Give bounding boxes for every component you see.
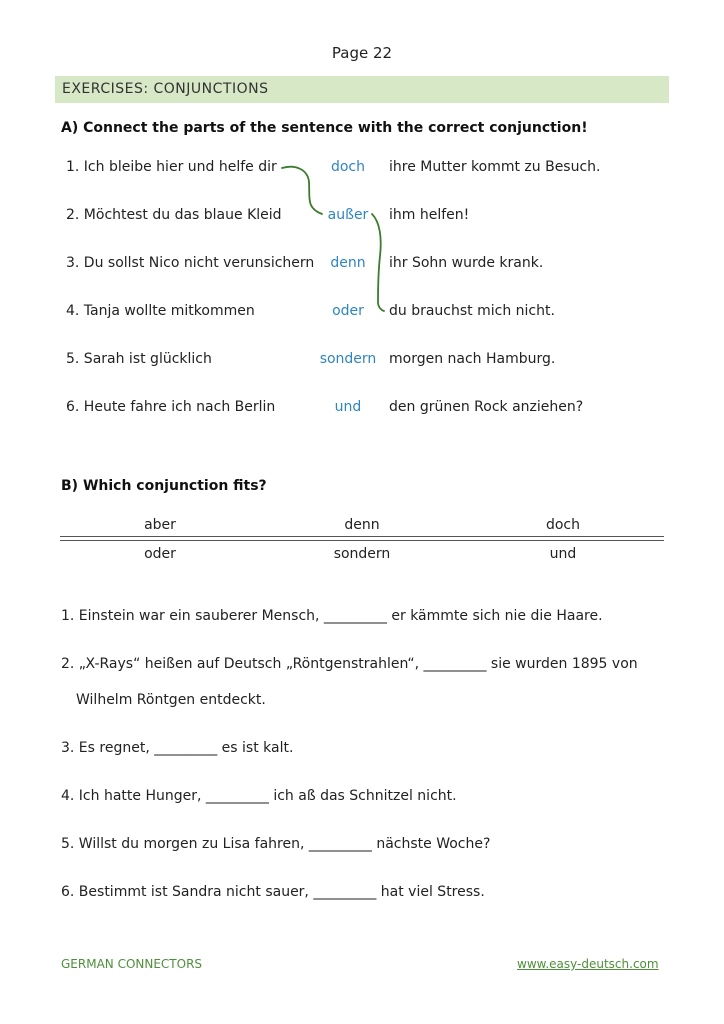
word-bank-item-sondern: sondern xyxy=(333,546,391,562)
word-bank-item-doch: doch xyxy=(545,517,581,533)
sentence-part-right-3: ihr Sohn wurde krank. xyxy=(389,255,544,271)
exercise-sentence-2: 2. „X-Rays“ heißen auf Deutsch „Röntgenstrahlen“, _________ sie wurden 1895 von xyxy=(61,656,638,672)
sentence-part-left-1: 1. Ich bleibe hier und helfe dir xyxy=(66,159,277,175)
word-bank-item-oder: oder xyxy=(144,546,176,562)
exercise-sentence-4: 4. Ich hatte Hunger, _________ ich aß das Schnitzel nicht. xyxy=(61,788,457,804)
conjunction-option-3: denn xyxy=(330,255,366,271)
exercise-sentence-5: 5. Willst du morgen zu Lisa fahren, _________ nächste Woche? xyxy=(61,836,491,852)
word-bank-item-aber: aber xyxy=(144,517,176,533)
sentence-part-right-6: den grünen Rock anziehen? xyxy=(389,399,584,415)
sentence-part-right-5: morgen nach Hamburg. xyxy=(389,351,556,367)
footer-title: GERMAN CONNECTORS xyxy=(61,957,203,971)
sentence-part-right-2: ihm helfen! xyxy=(389,207,470,223)
conjunction-option-5: sondern xyxy=(319,351,377,367)
connector-line-2 xyxy=(372,214,384,311)
sentence-part-left-6: 6. Heute fahre ich nach Berlin xyxy=(66,399,276,415)
conjunction-option-2: außer xyxy=(327,207,369,223)
banner-title: EXERCISES: CONJUNCTIONS xyxy=(62,81,269,97)
word-bank-item-denn: denn xyxy=(344,517,380,533)
page-number: Page 22 xyxy=(331,44,393,62)
sentence-part-left-4: 4. Tanja wollte mitkommen xyxy=(66,303,255,319)
exercise-sentence-6: 6. Bestimmt ist Sandra nicht sauer, _________ hat viel Stress. xyxy=(61,884,485,900)
exercise-sentence-3: 3. Es regnet, _________ es ist kalt. xyxy=(61,740,294,756)
conjunction-option-1: doch xyxy=(330,159,366,175)
sentence-part-left-5: 5. Sarah ist glücklich xyxy=(66,351,212,367)
conjunction-option-6: und xyxy=(334,399,362,415)
exercise-sentence-2-continued: Wilhelm Röntgen entdeckt. xyxy=(76,692,266,708)
exercise-sentence-1: 1. Einstein war ein sauberer Mensch, _________ er kämmte sich nie die Haare. xyxy=(61,608,603,624)
word-bank-divider xyxy=(60,536,664,541)
sentence-part-left-2: 2. Möchtest du das blaue Kleid xyxy=(66,207,282,223)
word-bank-item-und: und xyxy=(549,546,577,562)
section-a-title: A) Connect the parts of the sentence with the correct conjunction! xyxy=(61,120,588,136)
footer-website-link[interactable]: www.easy-deutsch.com xyxy=(517,957,659,971)
sentence-part-right-4: du brauchst mich nicht. xyxy=(389,303,555,319)
connector-line-1 xyxy=(282,167,322,214)
sentence-part-right-1: ihre Mutter kommt zu Besuch. xyxy=(389,159,601,175)
conjunction-option-4: oder xyxy=(332,303,364,319)
section-b-title: B) Which conjunction fits? xyxy=(61,478,267,494)
sentence-part-left-3: 3. Du sollst Nico nicht verunsichern xyxy=(66,255,315,271)
